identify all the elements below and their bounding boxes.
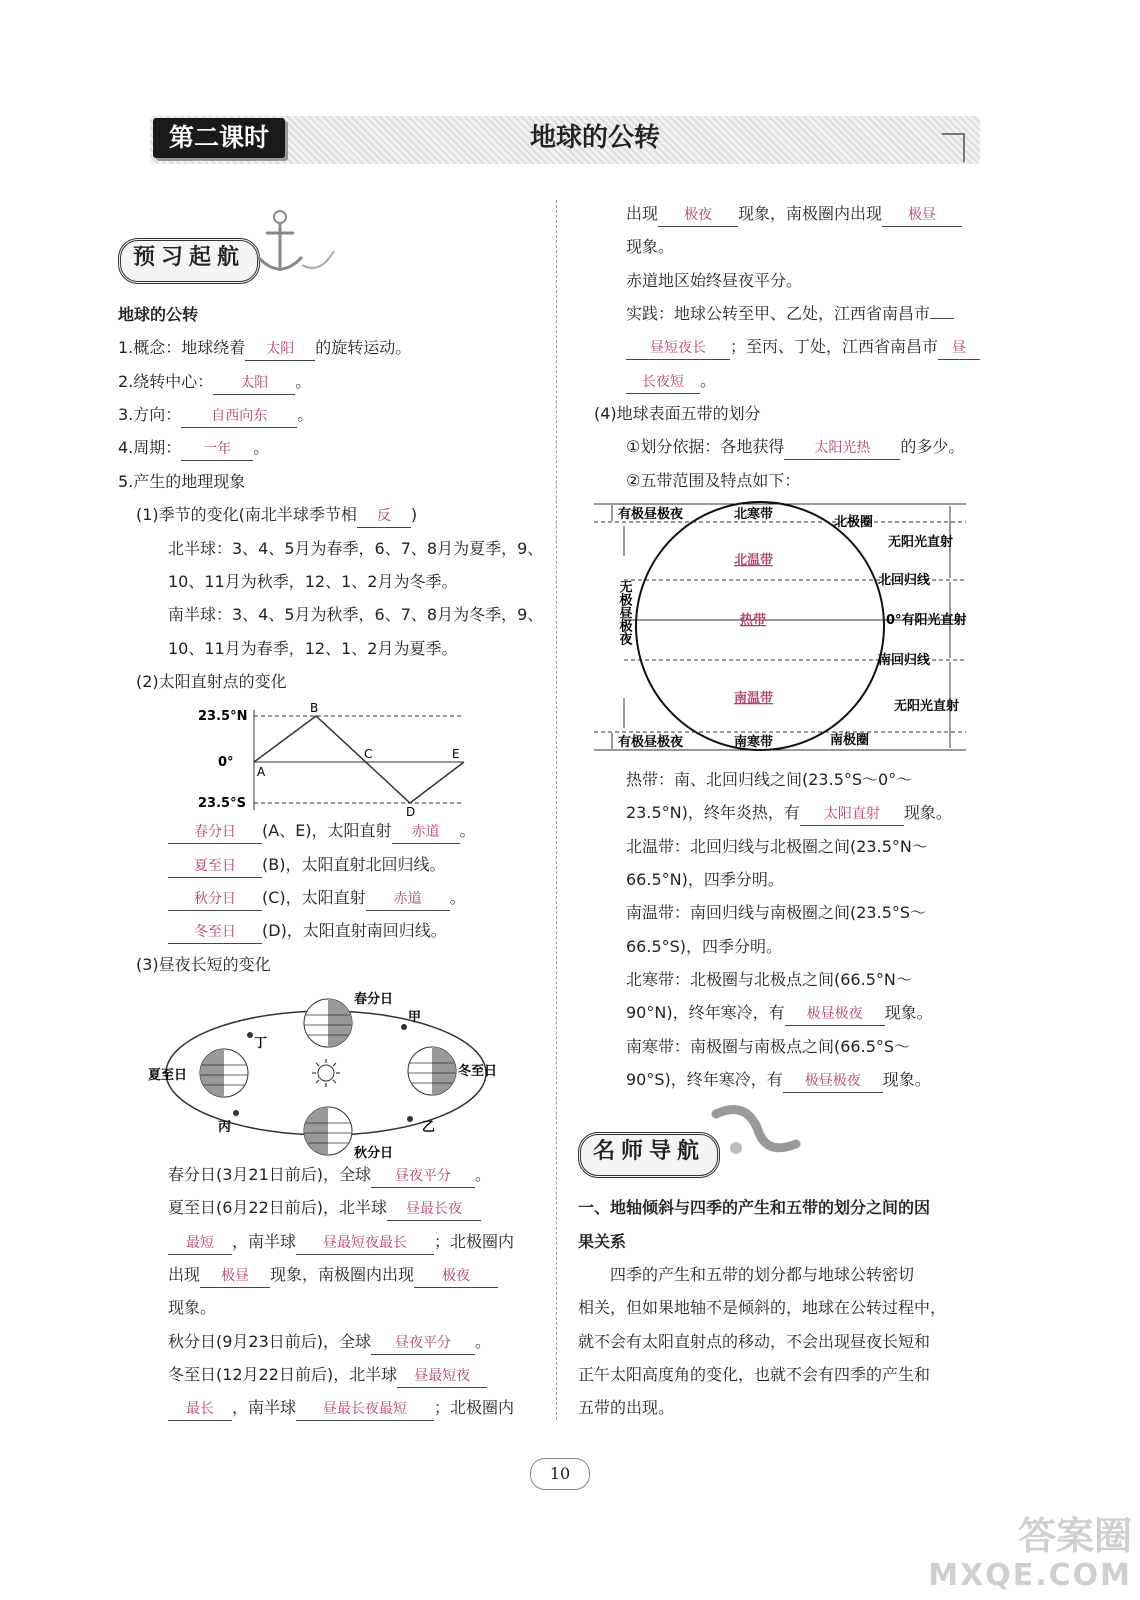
winter-daynight-2: 最长 ，南半球 昼最长夜最短 ；北极圈内 <box>168 1397 514 1421</box>
summer-daynight-4: 现象。 <box>168 1298 217 1317</box>
decorative-swoosh-icon <box>706 1100 806 1170</box>
answer-blank: 昼最长夜最短 <box>296 1398 434 1421</box>
sol-point-e: E <box>452 747 460 761</box>
north-temperate-desc-1: 北温带：北回归线与北极圈之间(23.5°N～ <box>626 837 928 856</box>
orbit-autumn: 秋分日 <box>354 1146 394 1161</box>
answer-blank: 极夜 <box>414 1265 498 1288</box>
answer-blank: 反 <box>357 505 411 528</box>
zone-north-frigid: 北寒带 <box>734 507 774 522</box>
sol-y-bot: 23.5°S <box>198 796 246 811</box>
sol-point-c: C <box>364 747 373 761</box>
guide-para-2: 相关，但如果地轴不是倾斜的，地球在公转过程中， <box>578 1298 947 1317</box>
answer-blank: 太阳 <box>213 372 295 395</box>
answer-blank: 冬至日 <box>168 921 262 944</box>
answer-blank: 一年 <box>181 438 253 461</box>
sun-icon <box>312 1059 340 1087</box>
answer-blank: 夏至日 <box>168 855 262 878</box>
five-zones-heading: (4)地球表面五带的划分 <box>594 404 761 423</box>
guide-para-1: 四季的产生和五带的划分都与地球公转密切 <box>610 1265 915 1284</box>
winter-daynight-1: 冬至日(12月22日前后)，北半球 昼最短夜 <box>168 1364 487 1388</box>
season-line: (1)季节的变化(南北半球季节相 反 ) <box>136 504 417 528</box>
guide-para-3: 就不会有太阳直射点的移动，不会出现昼夜长短和 <box>578 1332 931 1351</box>
day-night-heading: (3)昼夜长短的变化 <box>136 955 271 974</box>
north-frigid-desc-2: 90°N)，终年寒冷，有 极昼极夜 现象。 <box>626 1002 933 1026</box>
answer-blank: 昼夜平分 <box>371 1165 475 1188</box>
phenomena-heading: 5.产生的地理现象 <box>118 472 246 491</box>
sol-point-d: D <box>406 805 416 819</box>
answer-blank: 昼 <box>938 337 980 360</box>
orbit-spring: 春分日 <box>354 992 394 1007</box>
corner-bracket-icon <box>940 132 968 166</box>
orbit-summer: 夏至日 <box>148 1068 188 1083</box>
answer-blank: 最长 <box>168 1398 232 1421</box>
answer-blank: 昼短夜长 <box>626 337 730 360</box>
summer-daynight-1: 夏至日(6月22日前后)，北半球 昼最长夜 <box>168 1197 481 1221</box>
equinox-autumn-daynight: 秋分日(9月23日前后)，全球 昼夜平分 。 <box>168 1331 491 1355</box>
no-sun-bottom: 无阳光直射 <box>894 699 960 714</box>
south-temperate-desc-1: 南温带：南回归线与南极圈之间(23.5°S～ <box>626 903 927 922</box>
orbit-yi: 乙 <box>422 1120 436 1135</box>
sol-y-top: 23.5°N <box>198 709 248 724</box>
north-temperate-desc-2: 66.5°N)，四季分明。 <box>626 870 784 889</box>
capricorn-label: 南回归线 <box>878 653 931 668</box>
solar-point-chart <box>196 700 476 825</box>
south-season-1: 南半球：3、4、5月为秋季，6、7、8月为冬季，9、 <box>168 605 544 624</box>
zone-tropic: 热带 <box>740 613 767 628</box>
zones-basis-line: ①划分依据：各地获得 太阳光热 的多少。 <box>626 436 964 460</box>
watermark-logo: 答案圈 MXQE.COM <box>928 1514 1132 1593</box>
direction-line: 3.方向： 自西向东 。 <box>118 404 313 428</box>
zone-south-frigid: 南寒带 <box>734 735 774 750</box>
five-zones-diagram <box>594 498 992 758</box>
orbit-jia: 甲 <box>408 1010 422 1025</box>
anchor-icon <box>250 205 340 285</box>
sol-point-a: A <box>257 765 266 779</box>
answer-blank: 极夜 <box>658 204 738 227</box>
equinox-spring-daynight: 春分日(3月21日前后)，全球 昼夜平分 。 <box>168 1164 491 1188</box>
section-badge-guide: 名师导航 <box>578 1132 720 1178</box>
guide-heading-2: 果关系 <box>578 1232 627 1251</box>
orbit-ding: 丁 <box>254 1036 268 1051</box>
center-line: 2.绕转中心： 太阳 。 <box>118 371 311 395</box>
answer-blank: 极昼 <box>200 1265 270 1288</box>
answer-blank: 昼最短夜 <box>397 1365 487 1388</box>
orbit-bing: 丙 <box>218 1120 232 1135</box>
no-sun-top: 无阳光直射 <box>888 535 954 550</box>
answer-blank: 极昼极夜 <box>785 1003 885 1026</box>
zones-range-line: ②五带范围及特点如下： <box>626 471 801 490</box>
orbit-winter: 冬至日 <box>458 1064 498 1079</box>
answer-blank <box>930 318 954 319</box>
guide-heading-1: 一、地轴倾斜与四季的产生和五带的划分之间的因 <box>578 1198 931 1217</box>
south-temperate-desc-2: 66.5°S)，四季分明。 <box>626 937 783 956</box>
summer-daynight-2: 最短 ，南半球 昼最短夜最长 ；北极圈内 <box>168 1231 514 1255</box>
south-frigid-desc-2: 90°S)，终年寒冷，有 极昼极夜 现象。 <box>626 1069 931 1093</box>
autumn-equinox-line: 秋分日 (C)，太阳直射 赤道 。 <box>168 887 466 911</box>
earth-right-icon <box>408 1047 456 1095</box>
column-divider <box>556 200 557 1420</box>
solar-point-heading: (2)太阳直射点的变化 <box>136 672 287 691</box>
answer-blank: 昼最短夜最长 <box>296 1232 434 1255</box>
lesson-title: 地球的公转 <box>530 123 661 153</box>
equator-line: 赤道地区始终昼夜平分。 <box>626 271 803 290</box>
tropic-desc-1: 热带：南、北回归线之间(23.5°S～0°～ <box>626 770 913 789</box>
answer-blank: 秋分日 <box>168 888 262 911</box>
answer-blank: 春分日 <box>168 821 262 844</box>
zone-north-temperate: 北温带 <box>734 553 774 568</box>
earth-bottom-icon <box>304 1107 352 1155</box>
answer-blank: 太阳直射 <box>800 803 904 826</box>
answer-blank: 赤道 <box>392 821 460 844</box>
no-polar-day-night: 无极昼极夜 <box>616 580 632 645</box>
cancer-label: 北回归线 <box>878 573 931 588</box>
answer-blank: 自西向东 <box>181 405 297 428</box>
sol-y-mid: 0° <box>218 755 234 770</box>
spring-equinox-line: 春分日 (A、E)，太阳直射 赤道 。 <box>168 820 476 844</box>
answer-blank: 太阳 <box>245 338 315 361</box>
period-line: 4.周期： 一年 。 <box>118 437 269 461</box>
answer-blank: 昼夜平分 <box>371 1332 475 1355</box>
tropic-desc-2: 23.5°N)，终年炎热，有 太阳直射 现象。 <box>626 802 952 826</box>
guide-para-4: 正午太阳高度角的变化，也就不会有四季的产生和 <box>578 1365 931 1384</box>
answer-blank: 极昼极夜 <box>783 1070 883 1093</box>
south-season-2: 10、11月为春季，12、1、2月为夏季。 <box>168 639 458 658</box>
answer-blank: 最短 <box>168 1232 232 1255</box>
zone-south-temperate: 南温带 <box>734 691 774 706</box>
earth-top-icon <box>304 999 352 1047</box>
lesson-tag: 第二课时 <box>153 118 285 158</box>
practice-line-2: 昼短夜长 ；至丙、丁处，江西省南昌市 昼 <box>626 336 980 360</box>
arctic-circle-label: 北极圈 <box>834 515 874 530</box>
sol-point-b: B <box>310 701 319 715</box>
topic-heading: 地球的公转 <box>118 305 199 324</box>
zone-polar-bottom-note: 有极昼极夜 <box>618 735 684 750</box>
section-badge-preview: 预习起航 <box>118 238 260 284</box>
answer-blank: 长夜短 <box>626 371 700 394</box>
north-season-2: 10、11月为秋季，12、1、2月为冬季。 <box>168 572 458 591</box>
concept-line: 1.概念：地球绕着 太阳 的旋转运动。 <box>118 337 411 361</box>
right-line-1: 出现 极夜 现象，南极圈内出现 极昼 <box>626 203 962 227</box>
practice-line-3: 长夜短 。 <box>626 370 716 394</box>
antarctic-circle-label: 南极圈 <box>830 733 870 748</box>
practice-line-1: 实践：地球公转至甲、乙处，江西省南昌市 <box>626 303 954 325</box>
earth-left-icon <box>200 1049 248 1097</box>
north-season-1: 北半球：3、4、5月为春季，6、7、8月为夏季，9、 <box>168 539 544 558</box>
right-line-2: 现象。 <box>626 237 675 256</box>
summer-daynight-3: 出现 极昼 现象，南极圈内出现 极夜 <box>168 1264 498 1288</box>
north-frigid-desc-1: 北寒带：北极圈与北极点之间(66.5°N～ <box>626 970 912 989</box>
answer-blank: 极昼 <box>882 204 962 227</box>
answer-blank: 赤道 <box>366 888 450 911</box>
page-number: 10 <box>530 1458 590 1490</box>
guide-para-5: 五带的出现。 <box>578 1398 675 1417</box>
winter-solstice-line: 冬至日 (D)，太阳直射南回归线。 <box>168 920 447 944</box>
orbit-diagram <box>140 985 520 1165</box>
equator-label: 0°有阳光直射 <box>886 613 967 628</box>
answer-blank: 昼最长夜 <box>387 1198 481 1221</box>
zone-polar-top-note: 有极昼极夜 <box>618 507 684 522</box>
answer-blank: 太阳光热 <box>784 437 900 460</box>
summer-solstice-line: 夏至日 (B)，太阳直射北回归线。 <box>168 854 445 878</box>
south-frigid-desc-1: 南寒带：南极圈与南极点之间(66.5°S～ <box>626 1037 911 1056</box>
